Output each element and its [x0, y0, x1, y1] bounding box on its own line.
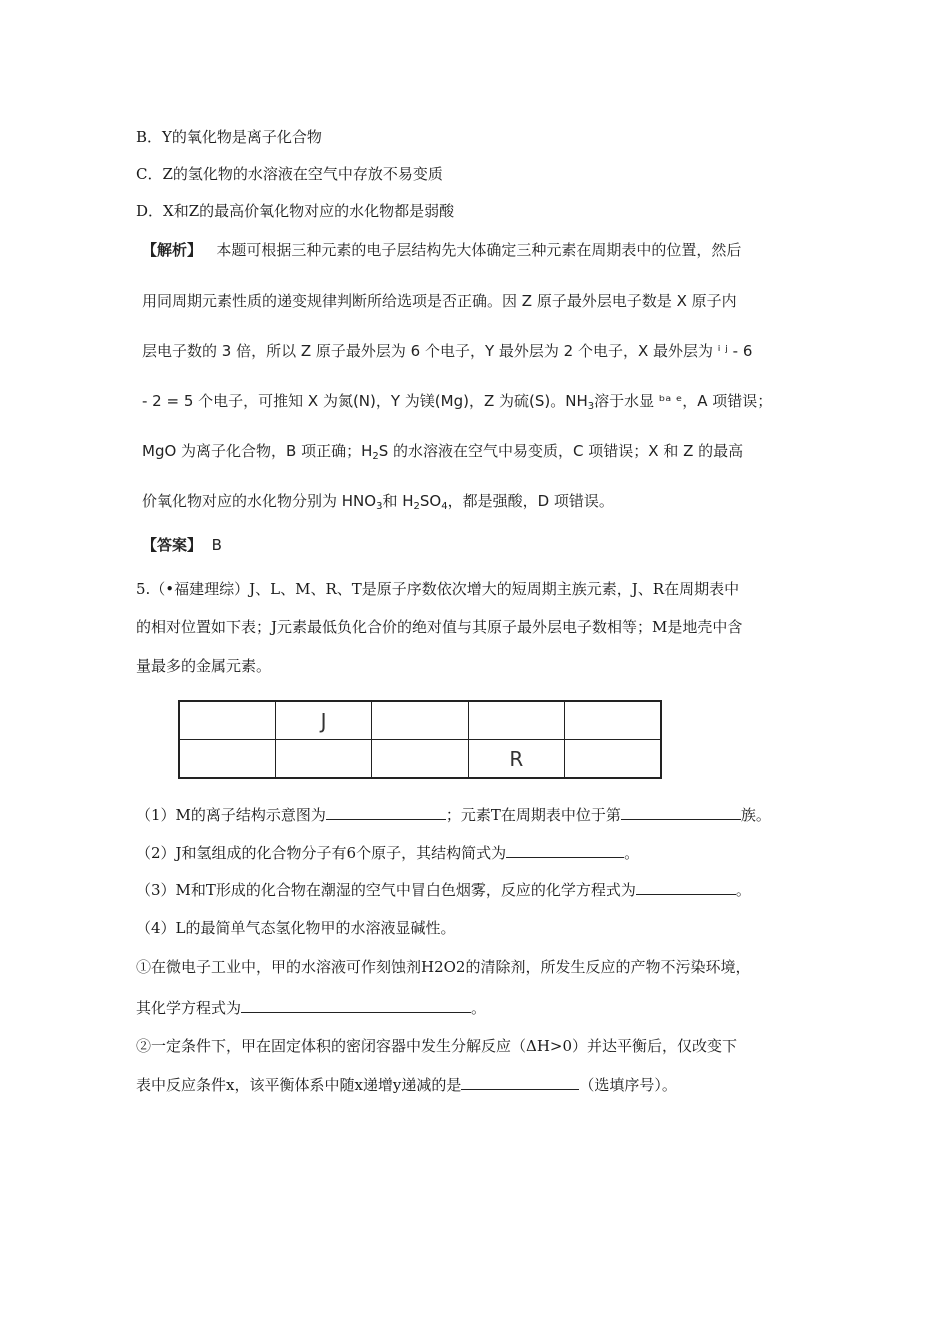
analysis-line-2: 用同周期元素性质的递变规律判断所给选项是否正确。因 Z 原子最外层电子数是 X 原子内 — [142, 292, 737, 310]
analysis-line-4 — [142, 391, 772, 411]
sub-question-4-part-2-cont — [136, 1075, 677, 1095]
table-cell — [275, 740, 371, 779]
analysis-text-5a: MgO 为离子化合物，B 项正确；H — [142, 442, 373, 460]
sub-question-4-part-1-cont — [136, 998, 486, 1018]
analysis-text-6b: 和 H — [382, 492, 414, 510]
table-cell — [179, 740, 275, 779]
table-cell — [565, 740, 661, 779]
sub-question-4-part-1: ①在微电子工业中，甲的水溶液可作刻蚀剂H2O2的清除剂，所发生反应的产物不污染环境， — [136, 958, 751, 976]
table-cell — [179, 701, 275, 740]
answer-blank[interactable] — [461, 1075, 579, 1090]
analysis-text-6d: ，都是强酸，D 项错误。 — [447, 492, 614, 510]
option-d: D．X和Z的最高价氧化物对应的水化物都是弱酸 — [136, 202, 455, 220]
periodic-table-fragment — [178, 700, 662, 779]
table-row — [179, 740, 661, 779]
answer-blank[interactable] — [326, 805, 446, 820]
part-2-text-b: 表中反应条件x，该平衡体系中随x递增y递减的是 — [136, 1076, 462, 1094]
sub-question-2 — [136, 843, 639, 863]
subscript: 3 — [376, 501, 383, 512]
answer-blank[interactable] — [506, 843, 624, 858]
sub-question-3-text-b: 。 — [735, 881, 751, 899]
analysis-line-6 — [142, 491, 614, 511]
answer-value: B — [211, 536, 222, 554]
sub-question-2-text-a: （2）J和氢组成的化合物分子有6个原子，其结构简式为 — [136, 844, 507, 862]
analysis-text-4b: 溶于水显 ᵇᵃ ᵉ，A 项错误； — [594, 392, 773, 410]
table-cell-j: J — [275, 701, 371, 740]
sub-question-1-text-b: ；元素T在周期表中位于第 — [445, 806, 621, 824]
option-c: C．Z的氢化物的水溶液在空气中存放不易变质 — [136, 165, 443, 183]
sub-question-4: （4）L的最简单气态氢化物甲的水溶液显碱性。 — [136, 919, 456, 937]
subscript: 2 — [413, 501, 420, 512]
option-b: B．Y的氧化物是离子化合物 — [136, 128, 322, 146]
subscript: 4 — [441, 501, 448, 512]
q5-line-1: 5.（•福建理综）J、L、M、R、T是原子序数依次增大的短周期主族元素，J、R在周期表中 — [136, 580, 740, 598]
part-2-text-c: （选填序号）。 — [579, 1076, 677, 1094]
table-cell-r: R — [468, 740, 564, 779]
table-cell — [468, 701, 564, 740]
part-1-text-c: 。 — [471, 999, 487, 1017]
analysis-text-1: 本题可根据三种元素的电子层结构先大体确定三种元素在周期表中的位置，然后 — [216, 241, 742, 259]
answer-line — [142, 535, 222, 555]
table-cell — [565, 701, 661, 740]
analysis-tag: 【解析】 — [142, 241, 203, 259]
table-cell — [372, 740, 468, 779]
answer-blank[interactable] — [621, 805, 741, 820]
table-row — [179, 701, 661, 740]
sub-question-3-text-a: （3）M和T形成的化合物在潮湿的空气中冒白色烟雾，反应的化学方程式为 — [136, 881, 636, 899]
sub-question-1-text-c: 族。 — [740, 806, 771, 824]
analysis-text-4a: - 2 = 5 个电子，可推知 X 为氮(N)，Y 为镁(Mg)，Z 为硫(S)。NH — [142, 392, 588, 410]
sub-question-4-part-2: ②一定条件下，甲在固定体积的密闭容器中发生分解反应（ΔH>0）并达平衡后，仅改变下 — [136, 1037, 738, 1055]
analysis-text-6c: SO — [419, 492, 442, 510]
part-1-text-b: 其化学方程式为 — [136, 999, 242, 1017]
q5-line-3: 量最多的金属元素。 — [136, 657, 272, 675]
analysis-line-1 — [142, 240, 741, 260]
answer-blank[interactable] — [241, 998, 471, 1013]
subscript: 3 — [587, 401, 595, 412]
sub-question-2-text-b: 。 — [624, 844, 640, 862]
subscript: 2 — [372, 451, 379, 462]
table-cell — [372, 701, 468, 740]
analysis-text-6a: 价氧化物对应的水化物分别为 HNO — [142, 492, 377, 510]
q5-line-2: 的相对位置如下表；J元素最低负化合价的绝对值与其原子最外层电子数相等；M是地壳中含 — [136, 618, 743, 636]
sub-question-3 — [136, 880, 751, 900]
analysis-text-5b: S 的水溶液在空气中易变质，C 项错误；X 和 Z 的最高 — [378, 442, 744, 460]
answer-tag: 【答案】 — [142, 536, 203, 554]
analysis-line-5 — [142, 441, 743, 461]
answer-blank[interactable] — [636, 880, 736, 895]
analysis-line-3: 层电子数的 3 倍，所以 Z 原子最外层为 6 个电子，Y 最外层为 2 个电子，X 最外层为 ⁱ ʲ - 6 — [142, 342, 753, 360]
sub-question-1 — [136, 805, 771, 825]
sub-question-1-text-a: （1）M的离子结构示意图为 — [136, 806, 326, 824]
